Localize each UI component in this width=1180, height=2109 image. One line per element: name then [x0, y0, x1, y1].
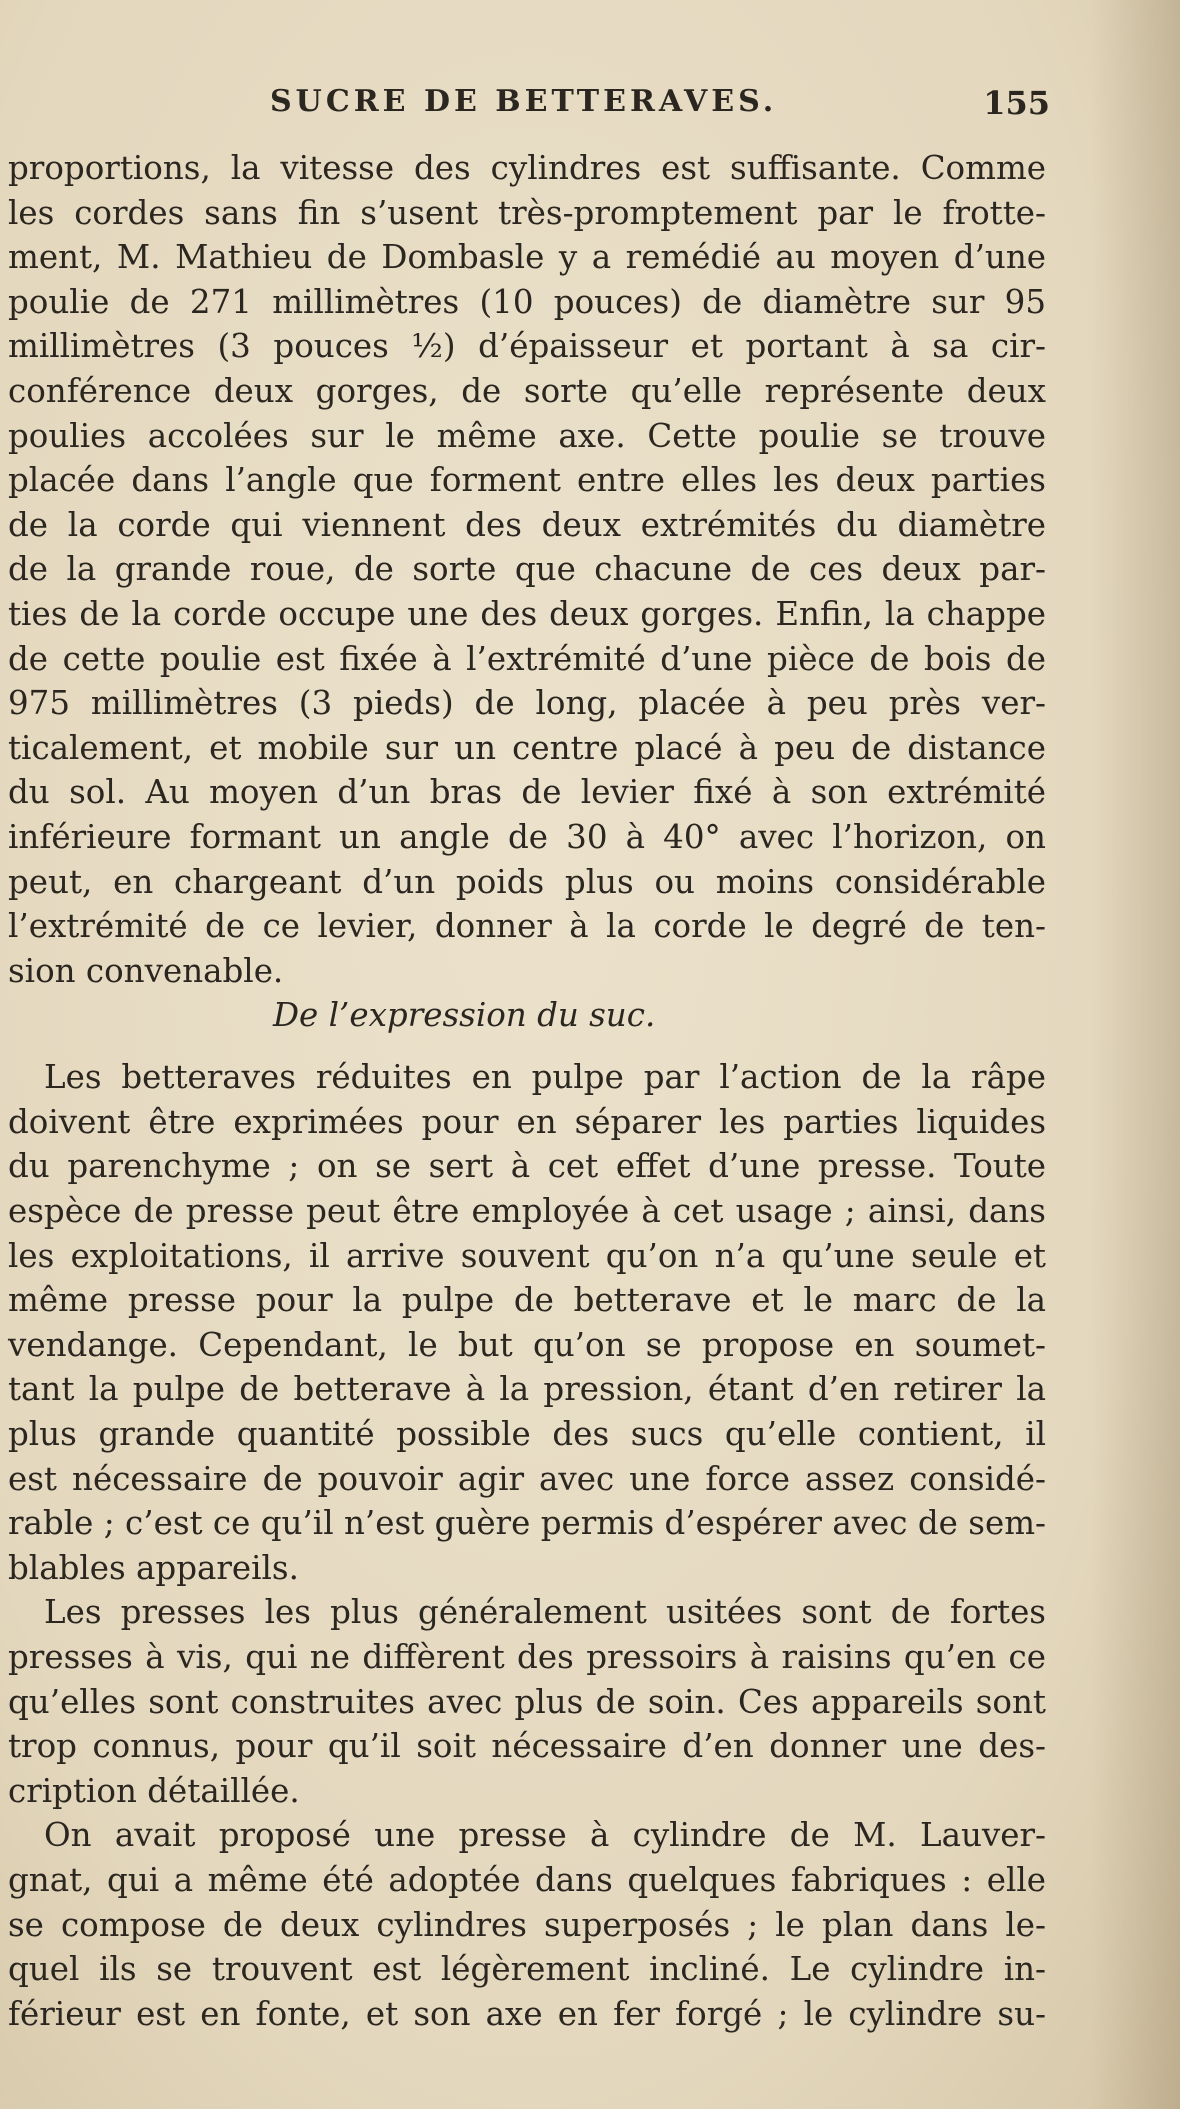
text-line: proportions, la vitesse des cylindres est suffisante. Comme: [8, 149, 1046, 187]
text-line: presses à vis, qui ne diffèrent des pressoirs à raisins qu’en ce: [8, 1638, 1046, 1676]
text-line: rable ; c’est ce qu’il n’est guère permis d’espérer avec de sem-: [8, 1504, 1046, 1543]
paragraph-1: [8, 146, 1046, 993]
text-line: qu’elles sont construites avec plus de soin. Ces appareils sont: [8, 1682, 1046, 1721]
text-line: quel ils se trouvent est légèrement incliné. Le cylindre in-: [8, 1950, 1046, 1989]
paragraph-4: [8, 1813, 1046, 2036]
text-line: est nécessaire de pouvoir agir avec une force assez considé-: [8, 1459, 1046, 1498]
text-line: vendange. Cependant, le but qu’on se propose en soumet-: [8, 1325, 1046, 1364]
text-line: Les presses les plus généralement usitées sont de fortes: [44, 1593, 1046, 1632]
text-line: de la corde qui viennent des deux extrémités du diamètre: [8, 505, 1046, 544]
text-line: 975 millimètres (3 pieds) de long, placée à peu près ver-: [8, 684, 1046, 723]
text-line: poulies accolées sur le même axe. Cette poulie se trouve: [8, 416, 1046, 455]
text-line: inférieure formant un angle de 30 à 40° avec l’horizon, on: [8, 817, 1046, 856]
text-line: gnat, qui a même été adoptée dans quelques fabriques : elle: [8, 1860, 1046, 1899]
text-line: de cette poulie est fixée à l’extrémité d’une pièce de bois de: [8, 639, 1046, 678]
running-title: SUCRE DE BETTERAVES.: [270, 84, 778, 119]
text-line: tant la pulpe de betterave à la pression, étant d’en retirer la: [8, 1370, 1046, 1409]
text-line: ties de la corde occupe une des deux gorges. Enfin, la chappe: [8, 594, 1046, 633]
page-edge-shadow: [1090, 0, 1180, 2109]
text-line: conférence deux gorges, de sorte qu’elle représente deux: [8, 371, 1046, 410]
text-line: les exploitations, il arrive souvent qu’on n’a qu’une seule et: [8, 1236, 1046, 1275]
text-line: sion convenable.: [8, 951, 284, 990]
text-line: Les betteraves réduites en pulpe par l’action de la râpe: [44, 1058, 1046, 1097]
text-line: plus grande quantité possible des sucs qu’elle contient, il: [8, 1415, 1046, 1454]
paragraph-2: [8, 1055, 1046, 1590]
text-line: poulie de 271 millimètres (10 pouces) de diamètre sur 95: [8, 282, 1046, 321]
text-line: même presse pour la pulpe de betterave et le marc de la: [8, 1281, 1046, 1320]
text-line: cription détaillée.: [8, 1771, 300, 1810]
text-line: du sol. Au moyen d’un bras de levier fixé à son extrémité: [8, 773, 1046, 812]
text-line: espèce de presse peut être employée à cet usage ; ainsi, dans: [8, 1192, 1046, 1231]
section-heading: De l’expression du suc.: [273, 996, 656, 1035]
text-line: ticalement, et mobile sur un centre placé à peu de distance: [8, 728, 1046, 767]
text-line: placée dans l’angle que forment entre elles les deux parties: [8, 461, 1046, 500]
text-line: férieur est en fonte, et son axe en fer forgé ; le cylindre su-: [8, 1994, 1046, 2033]
text-line: doivent être exprimées pour en séparer les parties liquides: [8, 1102, 1046, 1141]
page-number: 155: [983, 84, 1050, 122]
text-line: l’extrémité de ce levier, donner à la corde le degré de ten-: [8, 907, 1046, 946]
text-line: On avait proposé une presse à cylindre de M. Lauver-: [44, 1816, 1046, 1855]
text-line: trop connus, pour qu’il soit nécessaire d’en donner une des-: [8, 1727, 1046, 1766]
text-line: millimètres (3 pouces ½) d’épaisseur et portant à sa cir-: [8, 327, 1046, 366]
text-line: du parenchyme ; on se sert à cet effet d’une presse. Toute: [8, 1147, 1046, 1186]
body-text: [8, 146, 1046, 2036]
text-line: de la grande roue, de sorte que chacune de ces deux par-: [8, 550, 1046, 589]
text-line: ment, M. Mathieu de Dombasle y a remédié au moyen d’une: [8, 238, 1046, 277]
text-line: les cordes sans fin s’usent très-promptement par le frotte-: [8, 193, 1046, 232]
text-line: blables appareils.: [8, 1548, 299, 1587]
text-line: peut, en chargeant d’un poids plus ou moins considérable: [8, 862, 1046, 901]
page-header: [270, 84, 1050, 134]
paragraph-3: [8, 1590, 1046, 1813]
text-line: se compose de deux cylindres superposés ; le plan dans le-: [8, 1905, 1046, 1944]
